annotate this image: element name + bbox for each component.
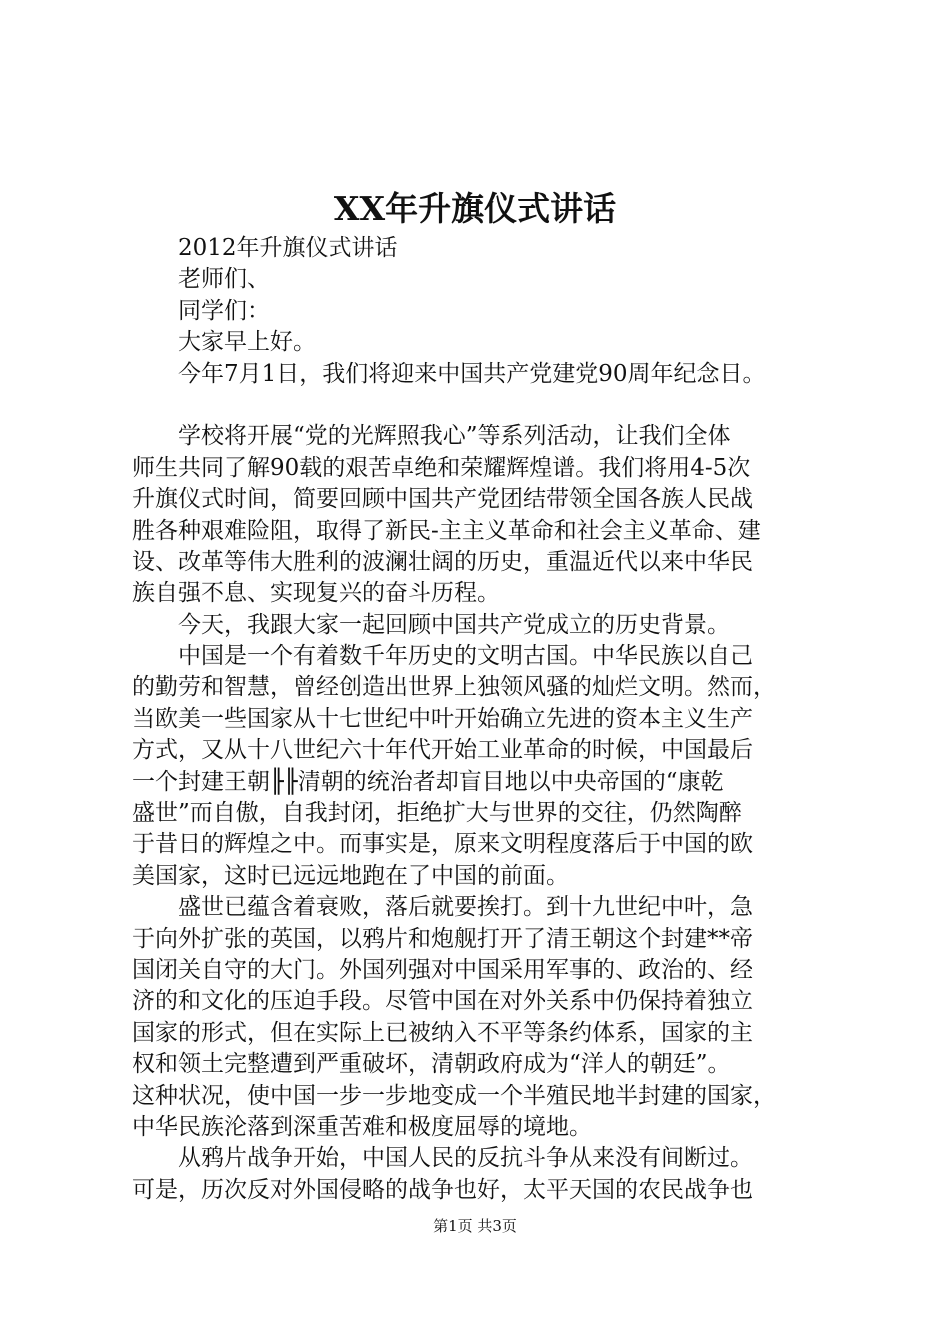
text-line: 当欧美一些国家从十七世纪中叶开始确立先进的资本主义生产	[132, 705, 753, 732]
text-line: 权和领土完整遭到严重破坏，清朝政府成为“洋人的朝廷”。	[132, 1051, 731, 1078]
text-line: 今天，我跟大家一起回顾中国共产党成立的历史背景。	[178, 611, 730, 638]
text-line: 同学们：	[178, 297, 270, 324]
document-title: XX年升旗仪式讲话	[333, 189, 617, 228]
text-line: 2012年升旗仪式讲话	[178, 235, 398, 261]
text-line: 升旗仪式时间，简要回顾中国共产党团结带领全国各族人民战	[132, 486, 753, 513]
text-line: 中华民族沦落到深重苦难和极度屈辱的境地。	[132, 1113, 592, 1140]
text-line: 中国是一个有着数千年历史的文明古国。中华民族以自己	[178, 643, 753, 670]
text-line: 济的和文化的压迫手段。尽管中国在对外关系中仍保持着独立	[132, 988, 753, 1015]
text-line: 师生共同了解90载的艰苦卓绝和荣耀辉煌谱。我们将用4-5次	[132, 454, 751, 481]
text-line: 从鸦片战争开始，中国人民的反抗斗争从来没有间断过。	[178, 1145, 753, 1172]
text-line: 这种状况，使中国一步一步地变成一个半殖民地半封建的国家，	[132, 1082, 776, 1109]
text-line: 族自强不息、实现复兴的奋斗历程。	[132, 580, 500, 607]
text-line: 于向外扩张的英国，以鸦片和炮舰打开了清王朝这个封建**帝	[132, 925, 753, 952]
page-footer: 第1页 共3页	[433, 1217, 517, 1235]
text-line: 胜各种艰难险阻，取得了新民-主主义革命和社会主义革命、建	[132, 517, 761, 544]
text-line: 老师们、	[178, 266, 270, 293]
text-line: 学校将开展“党的光辉照我心”等系列活动，让我们全体	[178, 423, 731, 450]
text-line: 于昔日的辉煌之中。而事实是，原来文明程度落后于中国的欧	[132, 831, 753, 858]
text-line: 可是，历次反对外国侵略的战争也好，太平天国的农民战争也	[132, 1176, 753, 1203]
text-line: 美国家，这时已远远地跑在了中国的前面。	[132, 862, 569, 889]
document-body	[132, 233, 832, 1206]
text-line	[132, 390, 832, 421]
text-line: 大家早上好。	[178, 329, 316, 356]
text-line: 国闭关自守的大门。外国列强对中国采用军事的、政治的、经	[132, 956, 753, 983]
text-line: 方式，又从十八世纪六十年代开始工业革命的时候，中国最后	[132, 737, 753, 764]
text-line: 的勤劳和智慧，曾经创造出世界上独领风骚的灿烂文明。然而，	[132, 674, 776, 701]
text-line: 盛世已蕴含着衰败，落后就要挨打。到十九世纪中叶，急	[178, 894, 753, 921]
text-line: 一个封建王朝╟╟清朝的统治者却盲目地以中央帝国的“康乾	[132, 768, 724, 795]
text-line: 今年7月1日，我们将迎来中国共产党建党90周年纪念日。	[178, 360, 766, 387]
text-line: 设、改革等伟大胜利的波澜壮阔的历史，重温近代以来中华民	[132, 548, 753, 575]
text-line: 国家的形式，但在实际上已被纳入不平等条约体系，国家的主	[132, 1019, 753, 1046]
text-line: 盛世”而自傲，自我封闭，拒绝扩大与世界的交往，仍然陶醉	[132, 800, 742, 827]
